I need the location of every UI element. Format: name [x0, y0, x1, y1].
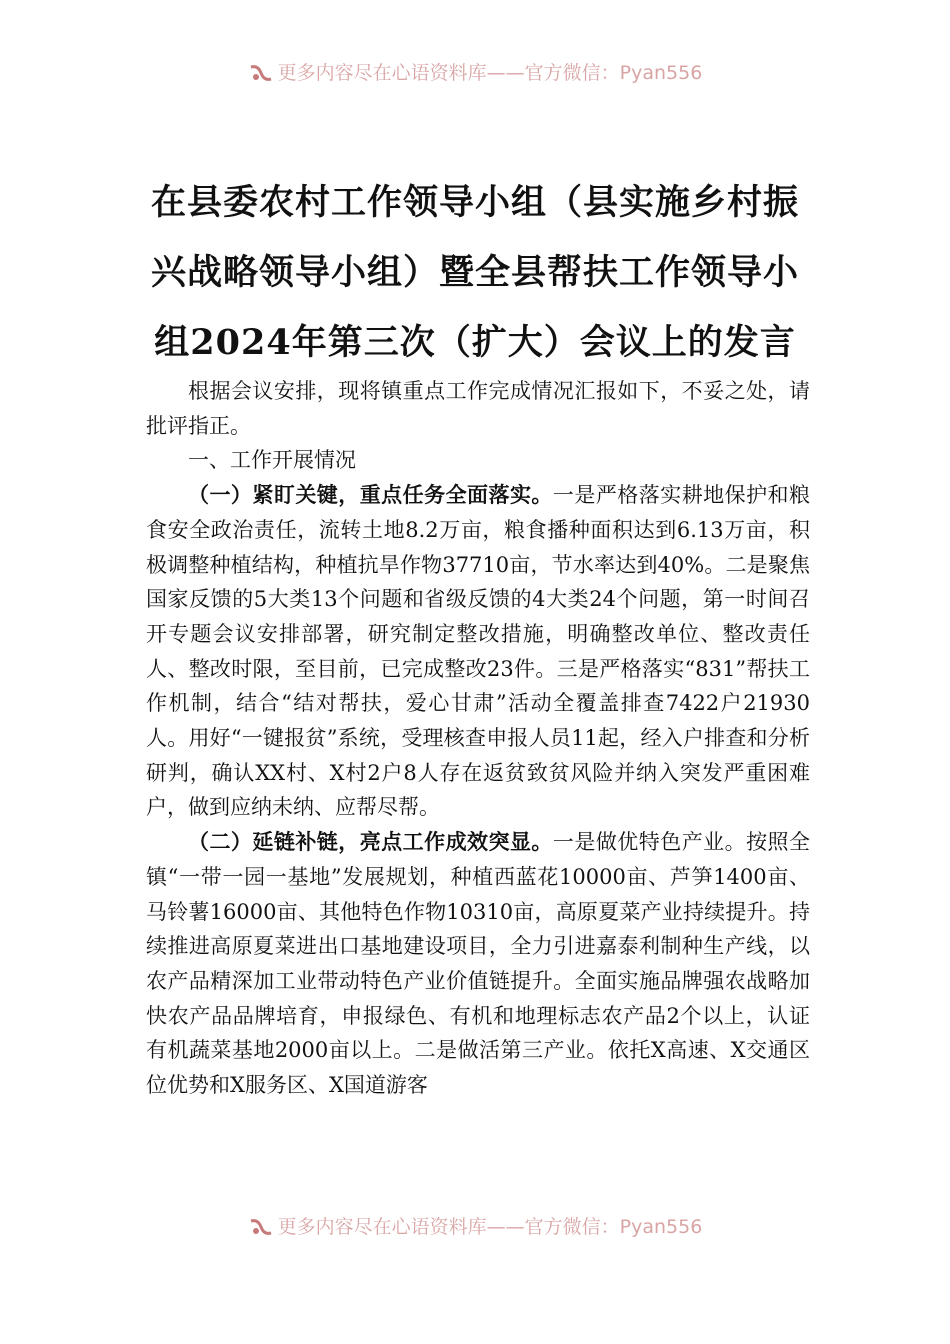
title-line: 组2024年第三次（扩大）会议上的发言	[154, 322, 796, 363]
intro-paragraph: 根据会议安排，现将镇重点工作完成情况汇报如下，不妥之处，请批评指正。	[146, 379, 810, 438]
logo-icon	[248, 1217, 274, 1239]
title-line: 在县委农村工作领导小组（县实施乡村振	[150, 182, 799, 223]
document-body	[146, 374, 810, 1103]
watermark-footer	[0, 1212, 950, 1239]
paragraph-highlights	[146, 825, 810, 1103]
section-heading: 一、工作开展情况	[188, 448, 356, 473]
paragraph-lead: （二）延链补链，亮点工作成效突显。	[188, 829, 553, 855]
paragraph-text: 一是做优特色产业。按照全镇“一带一园一基地”发展规划，种植西蓝花10000亩、芦笋1400亩、马铃薯16000亩、其他特色作物10310亩，高原夏菜产业持续提升。持续推进高原夏菜进出口基地建设项目，全力引进嘉泰利制种生产线，以农产品精深加工业带动特色产业价值链提升。全面实施品牌强农战略加快农产品品牌培育，申报绿色、有机和地理标志农产品2个以上，认证有机蔬菜基地2000亩以上。二是做活第三产业。依托X高速、X交通区位优势和X服务区、X国道游客	[146, 830, 811, 1098]
paragraph-lead: （一）紧盯关键，重点任务全面落实。	[188, 482, 553, 508]
paragraph-text: 一是严格落实耕地保护和粮食安全政治责任，流转土地8.2万亩，粮食播种面积达到6.13万亩，积极调整种植结构，种植抗旱作物37710亩，节水率达到40%。二是聚焦国家反馈的5大类13个问题和省级反馈的4大类24个问题，第一时间召开专题会议安排部署，研究制定整改措施，明确整改单位、整改责任人、整改时限，至目前，已完成整改23件。三是严格落实“831”帮扶工作机制，结合“结对帮扶，爱心甘肃”活动全覆盖排查7422户21930人。用好“一键报贫”系统，受理核查申报人员11起，经入户排查和分析研判，确认XX村、X村2户8人存在返贫致贫风险并纳入突发严重困难户，做到应纳未纳、应帮尽帮。	[146, 483, 811, 820]
watermark-text: 更多内容尽在心语资料库——官方微信：Pyan556	[277, 1216, 703, 1238]
watermark-text: 更多内容尽在心语资料库——官方微信：Pyan556	[277, 62, 703, 84]
document-title	[150, 168, 800, 378]
watermark-header	[0, 58, 950, 85]
paragraph-key-tasks	[146, 478, 810, 825]
title-line: 兴战略领导小组）暨全县帮扶工作领导小	[150, 252, 799, 293]
logo-icon	[248, 63, 274, 85]
